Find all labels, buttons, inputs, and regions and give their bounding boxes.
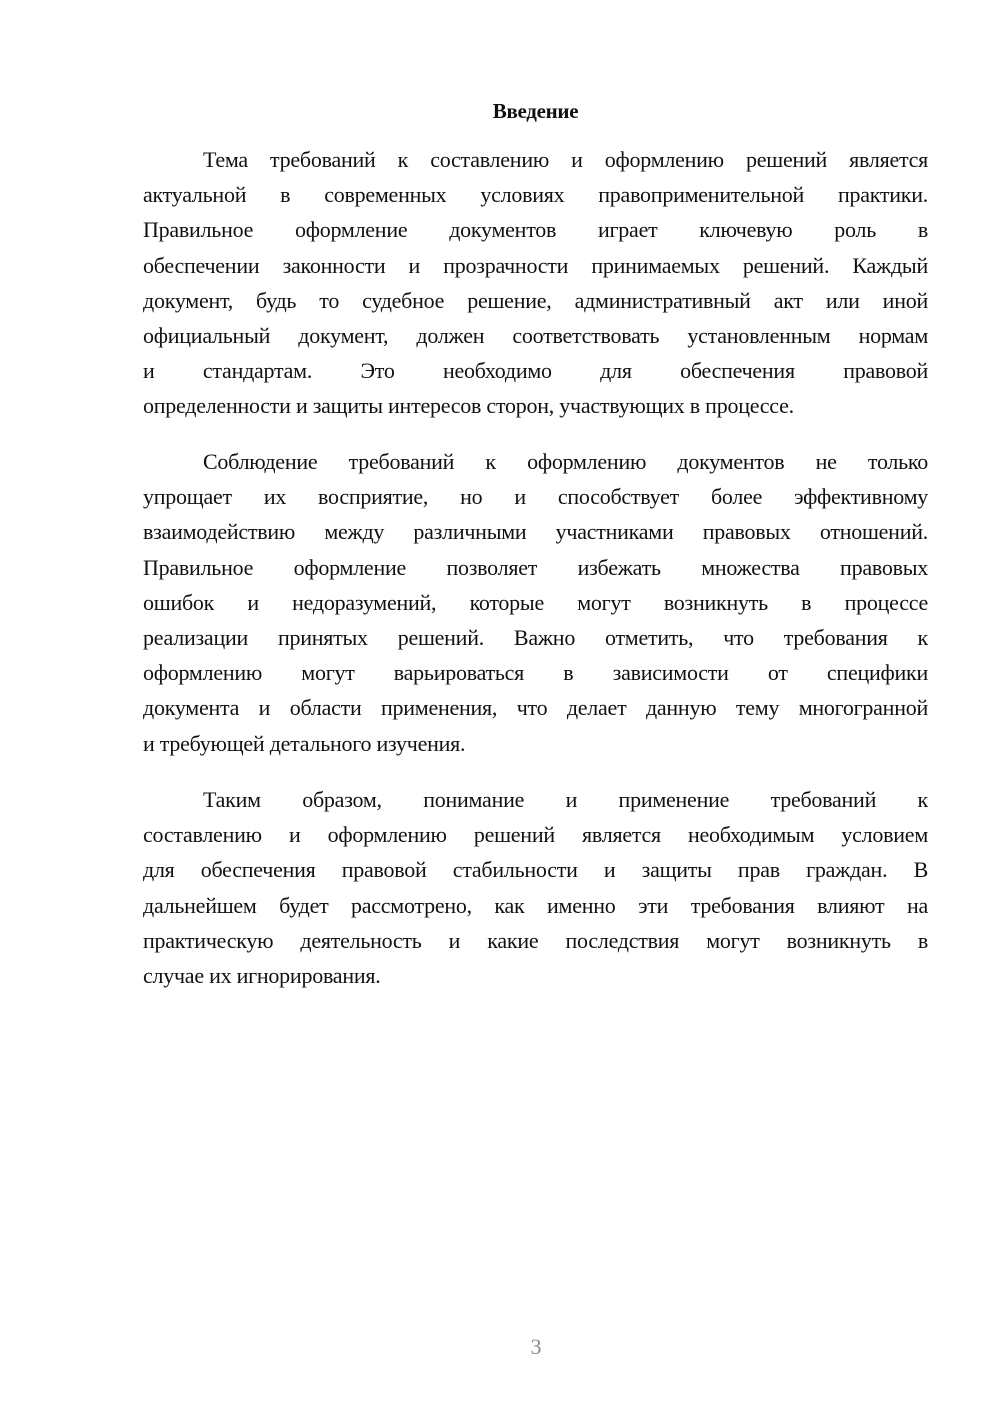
page-number: 3 xyxy=(530,1334,542,1359)
text-line: упрощает их восприятие, но и способствует более эффективному xyxy=(143,484,928,510)
text-line: для обеспечения правовой стабильности и защиты прав граждан. В xyxy=(143,857,928,883)
text-line: определенности и защиты интересов сторон, участвующих в процессе. xyxy=(143,393,794,419)
text-line: практическую деятельность и какие последствия могут возникнуть в xyxy=(143,927,928,953)
text-line: и стандартам. Это необходимо для обеспечения правовой xyxy=(143,358,928,384)
text-line: оформлению могут варьироваться в зависимости от специфики xyxy=(143,660,928,686)
section-heading: Введение xyxy=(492,99,579,123)
text-line: ошибок и недоразумений, которые могут возникнуть в процессе xyxy=(143,589,928,615)
text-line: обеспечении законности и прозрачности принимаемых решений. Каждый xyxy=(143,252,928,278)
text-line: Правильное оформление документов играет ключевую роль в xyxy=(143,217,928,243)
paragraph-1 xyxy=(143,142,928,424)
text-line: документ, будь то судебное решение, административный акт или иной xyxy=(143,287,928,313)
text-line: и требующей детального изучения. xyxy=(143,730,466,756)
text-line: дальнейшем будет рассмотрено, как именно эти требования влияют на xyxy=(143,892,928,918)
text-line: случае их игнорирования. xyxy=(143,962,381,988)
text-line: Тема требований к составлению и оформлению решений является xyxy=(203,147,928,172)
text-line: Соблюдение требований к оформлению документов не только xyxy=(203,449,928,474)
text-line: реализации принятых решений. Важно отметить, что требования к xyxy=(143,624,928,650)
text-line: актуальной в современных условиях правоприменительной практики. xyxy=(143,182,928,208)
paragraph-3 xyxy=(143,782,928,993)
text-line: взаимодействию между различными участниками правовых отношений. xyxy=(143,519,928,545)
text-line: официальный документ, должен соответствовать установленным нормам xyxy=(143,322,928,348)
text-line: документа и области применения, что делает данную тему многогранной xyxy=(143,695,928,721)
text-line: Таким образом, понимание и применение требований к xyxy=(203,787,928,812)
text-line: составлению и оформлению решений является необходимым условием xyxy=(143,822,928,848)
paragraph-2 xyxy=(143,444,928,761)
text-line: Правильное оформление позволяет избежать множества правовых xyxy=(143,554,928,580)
